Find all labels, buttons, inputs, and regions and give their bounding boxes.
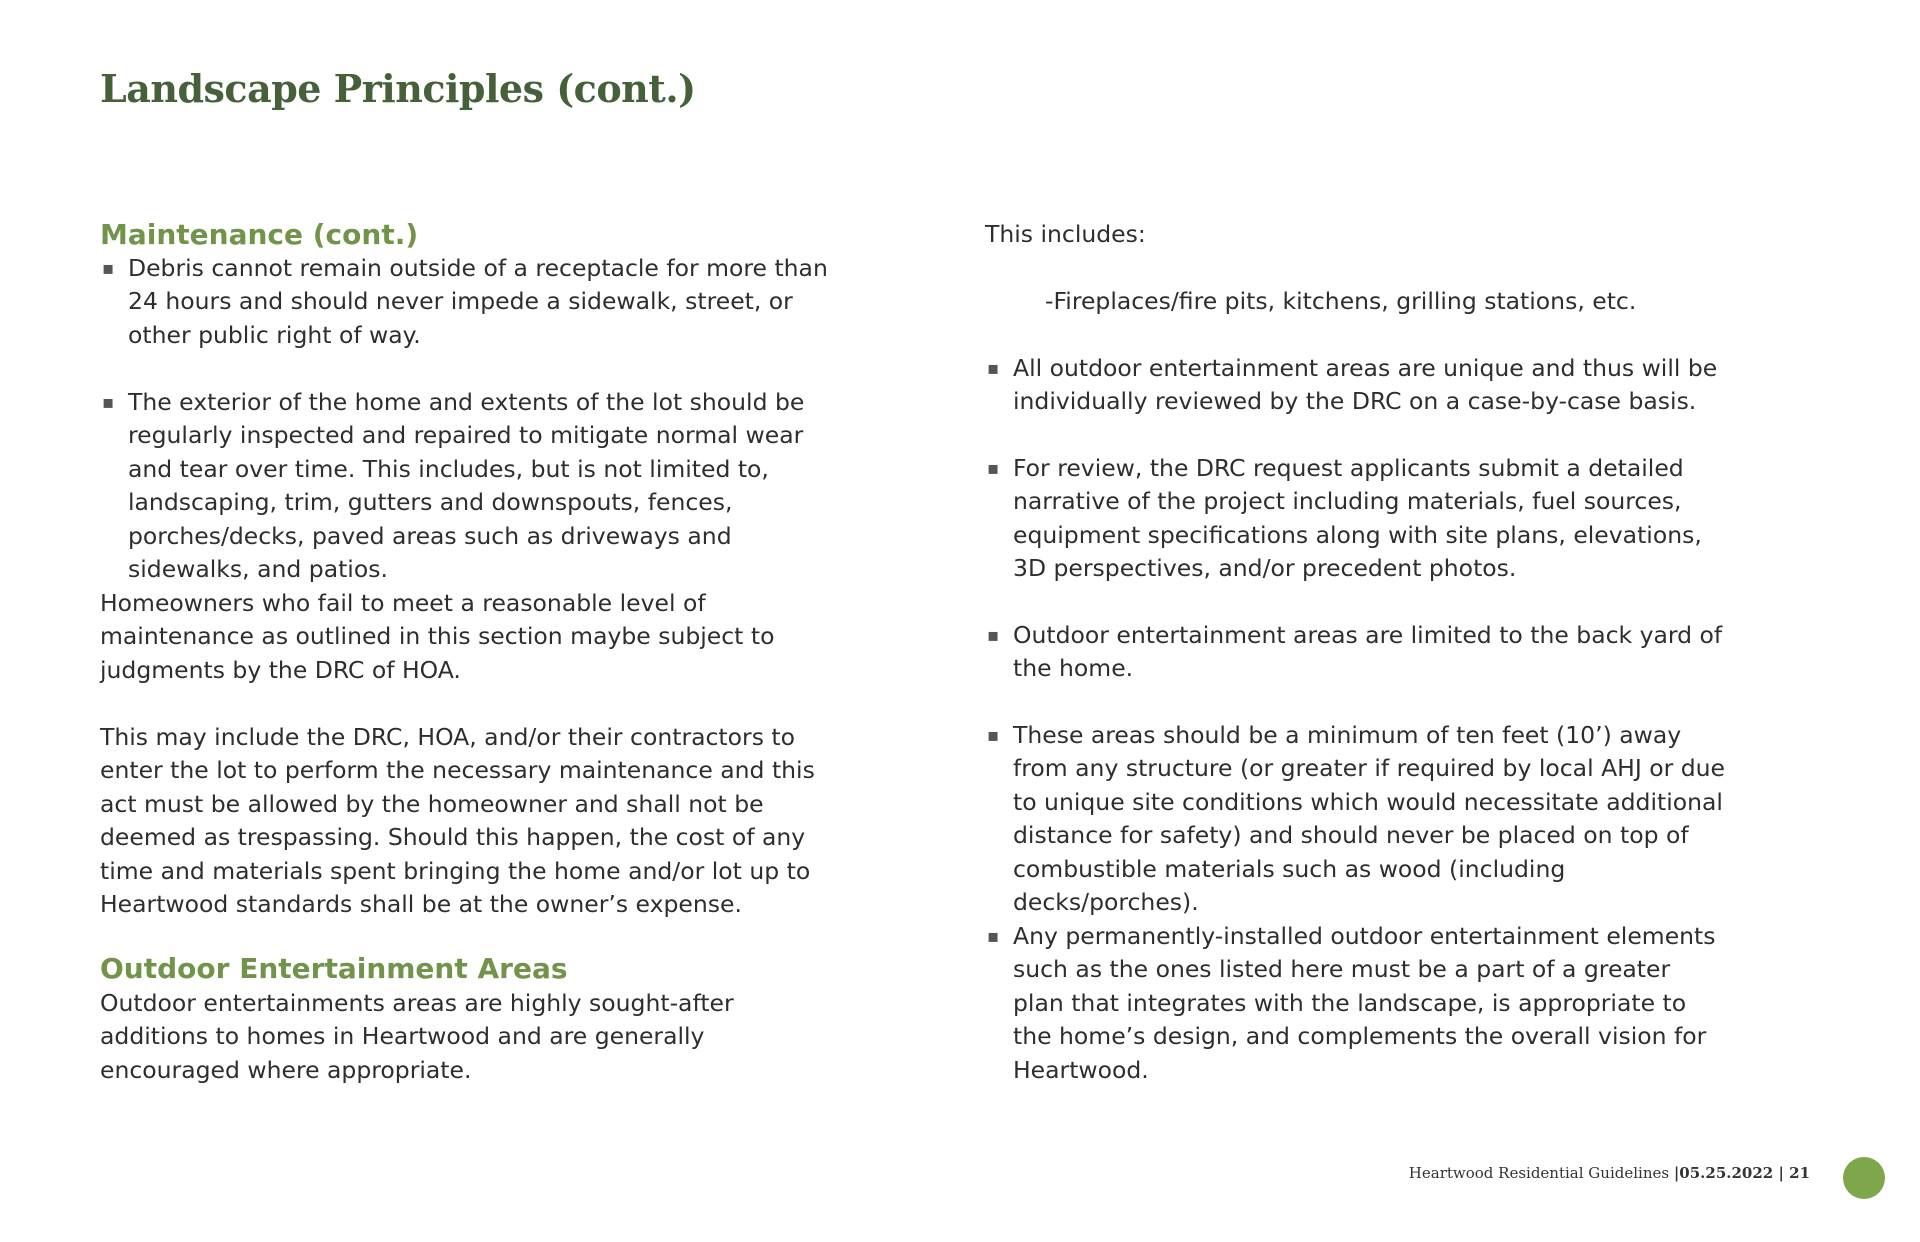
maintenance-heading: Maintenance (cont.): [100, 218, 419, 251]
list-item: ▪ These areas should be a minimum of ten feet (10’) away from any structure (or greater if required by local AHJ or due to unique site conditions which would necessitate additional distance for safety) and should never be placed on top of combustible materials such as wood (including decks/porches).: [987, 721, 1725, 917]
page-marker-dot: [1843, 1157, 1885, 1199]
list-item: ▪ Any permanently-installed outdoor entertainment elements such as the ones listed here must be a part of a greater plan that integrates with the landscape, is appropriate to the home’s design, and complements the overall vision for Heartwood.: [987, 922, 1716, 1084]
list-item: ▪ Outdoor entertainment areas are limited to the back yard of the home.: [987, 621, 1723, 683]
bullet-icon: ▪: [102, 258, 115, 279]
bullet-icon: ▪: [102, 392, 115, 413]
paragraph-failure: Homeowners who fail to meet a reasonable level of maintenance as outlined in this section maybe subject to judgments by the DRC of HOA.: [100, 589, 775, 684]
bullet-icon: ▪: [987, 458, 1000, 479]
page-footer: [1409, 1164, 1810, 1182]
outdoor-bullet-1: [985, 352, 1725, 419]
list-item: ▪ Debris cannot remain outside of a receptacle for more than 24 hours and should never impede a sidewalk, street, or other public right of way.: [102, 254, 828, 349]
includes-item: -Fireplaces/fire pits, kitchens, grilling stations, etc.: [1045, 287, 1637, 315]
paragraph-outdoor: Outdoor entertainments areas are highly sought-after additions to homes in Heartwood and are generally encouraged where appropriate.: [100, 989, 734, 1084]
outdoor-bullet-2: [985, 452, 1725, 586]
outdoor-bullet-3: [985, 619, 1745, 686]
bullet-icon: ▪: [987, 358, 1000, 379]
list-item: ▪ The exterior of the home and extents of the lot should be regularly inspected and repaired to mitigate normal wear and tear over time. This includes, but is not limited to, landscaping, trim, gutters and downspouts, fences, porches/decks, paved areas such as driveways and sidewalks, and patios.: [102, 388, 805, 584]
footer-doc-name: Heartwood Residential Guidelines: [1408, 1164, 1674, 1182]
outdoor-bullet-5: [985, 920, 1725, 1087]
list-item: ▪ All outdoor entertainment areas are unique and thus will be individually reviewed by the DRC on a case-by-case basis.: [987, 354, 1718, 416]
maintenance-bullet-list-2: [100, 386, 840, 586]
list-item: ▪ For review, the DRC request applicants submit a detailed narrative of the project including materials, fuel sources, equipment specifications along with site plans, elevations, 3D perspectives, and/or precedent photos.: [987, 454, 1702, 583]
paragraph-enforcement: This may include the DRC, HOA, and/or their contractors to enter the lot to perform the necessary maintenance and this act must be allowed by the homeowner and shall not be deemed as trespassing. Should this happen, the cost of any time and materials spent bringing the home and/or lot up to Heartwood standards shall be at the owner’s expense.: [100, 723, 815, 919]
bullet-icon: ▪: [987, 725, 1000, 746]
bullet-icon: ▪: [987, 926, 1000, 947]
footer-date-page: |05.25.2022 | 21: [1673, 1164, 1810, 1182]
outdoor-heading: Outdoor Entertainment Areas: [100, 952, 568, 985]
bullet-icon: ▪: [987, 625, 1000, 646]
maintenance-bullet-list: [100, 252, 840, 352]
outdoor-bullet-4: [985, 719, 1725, 919]
page-title: Landscape Principles (cont.): [100, 66, 696, 111]
includes-label: This includes:: [985, 220, 1146, 248]
